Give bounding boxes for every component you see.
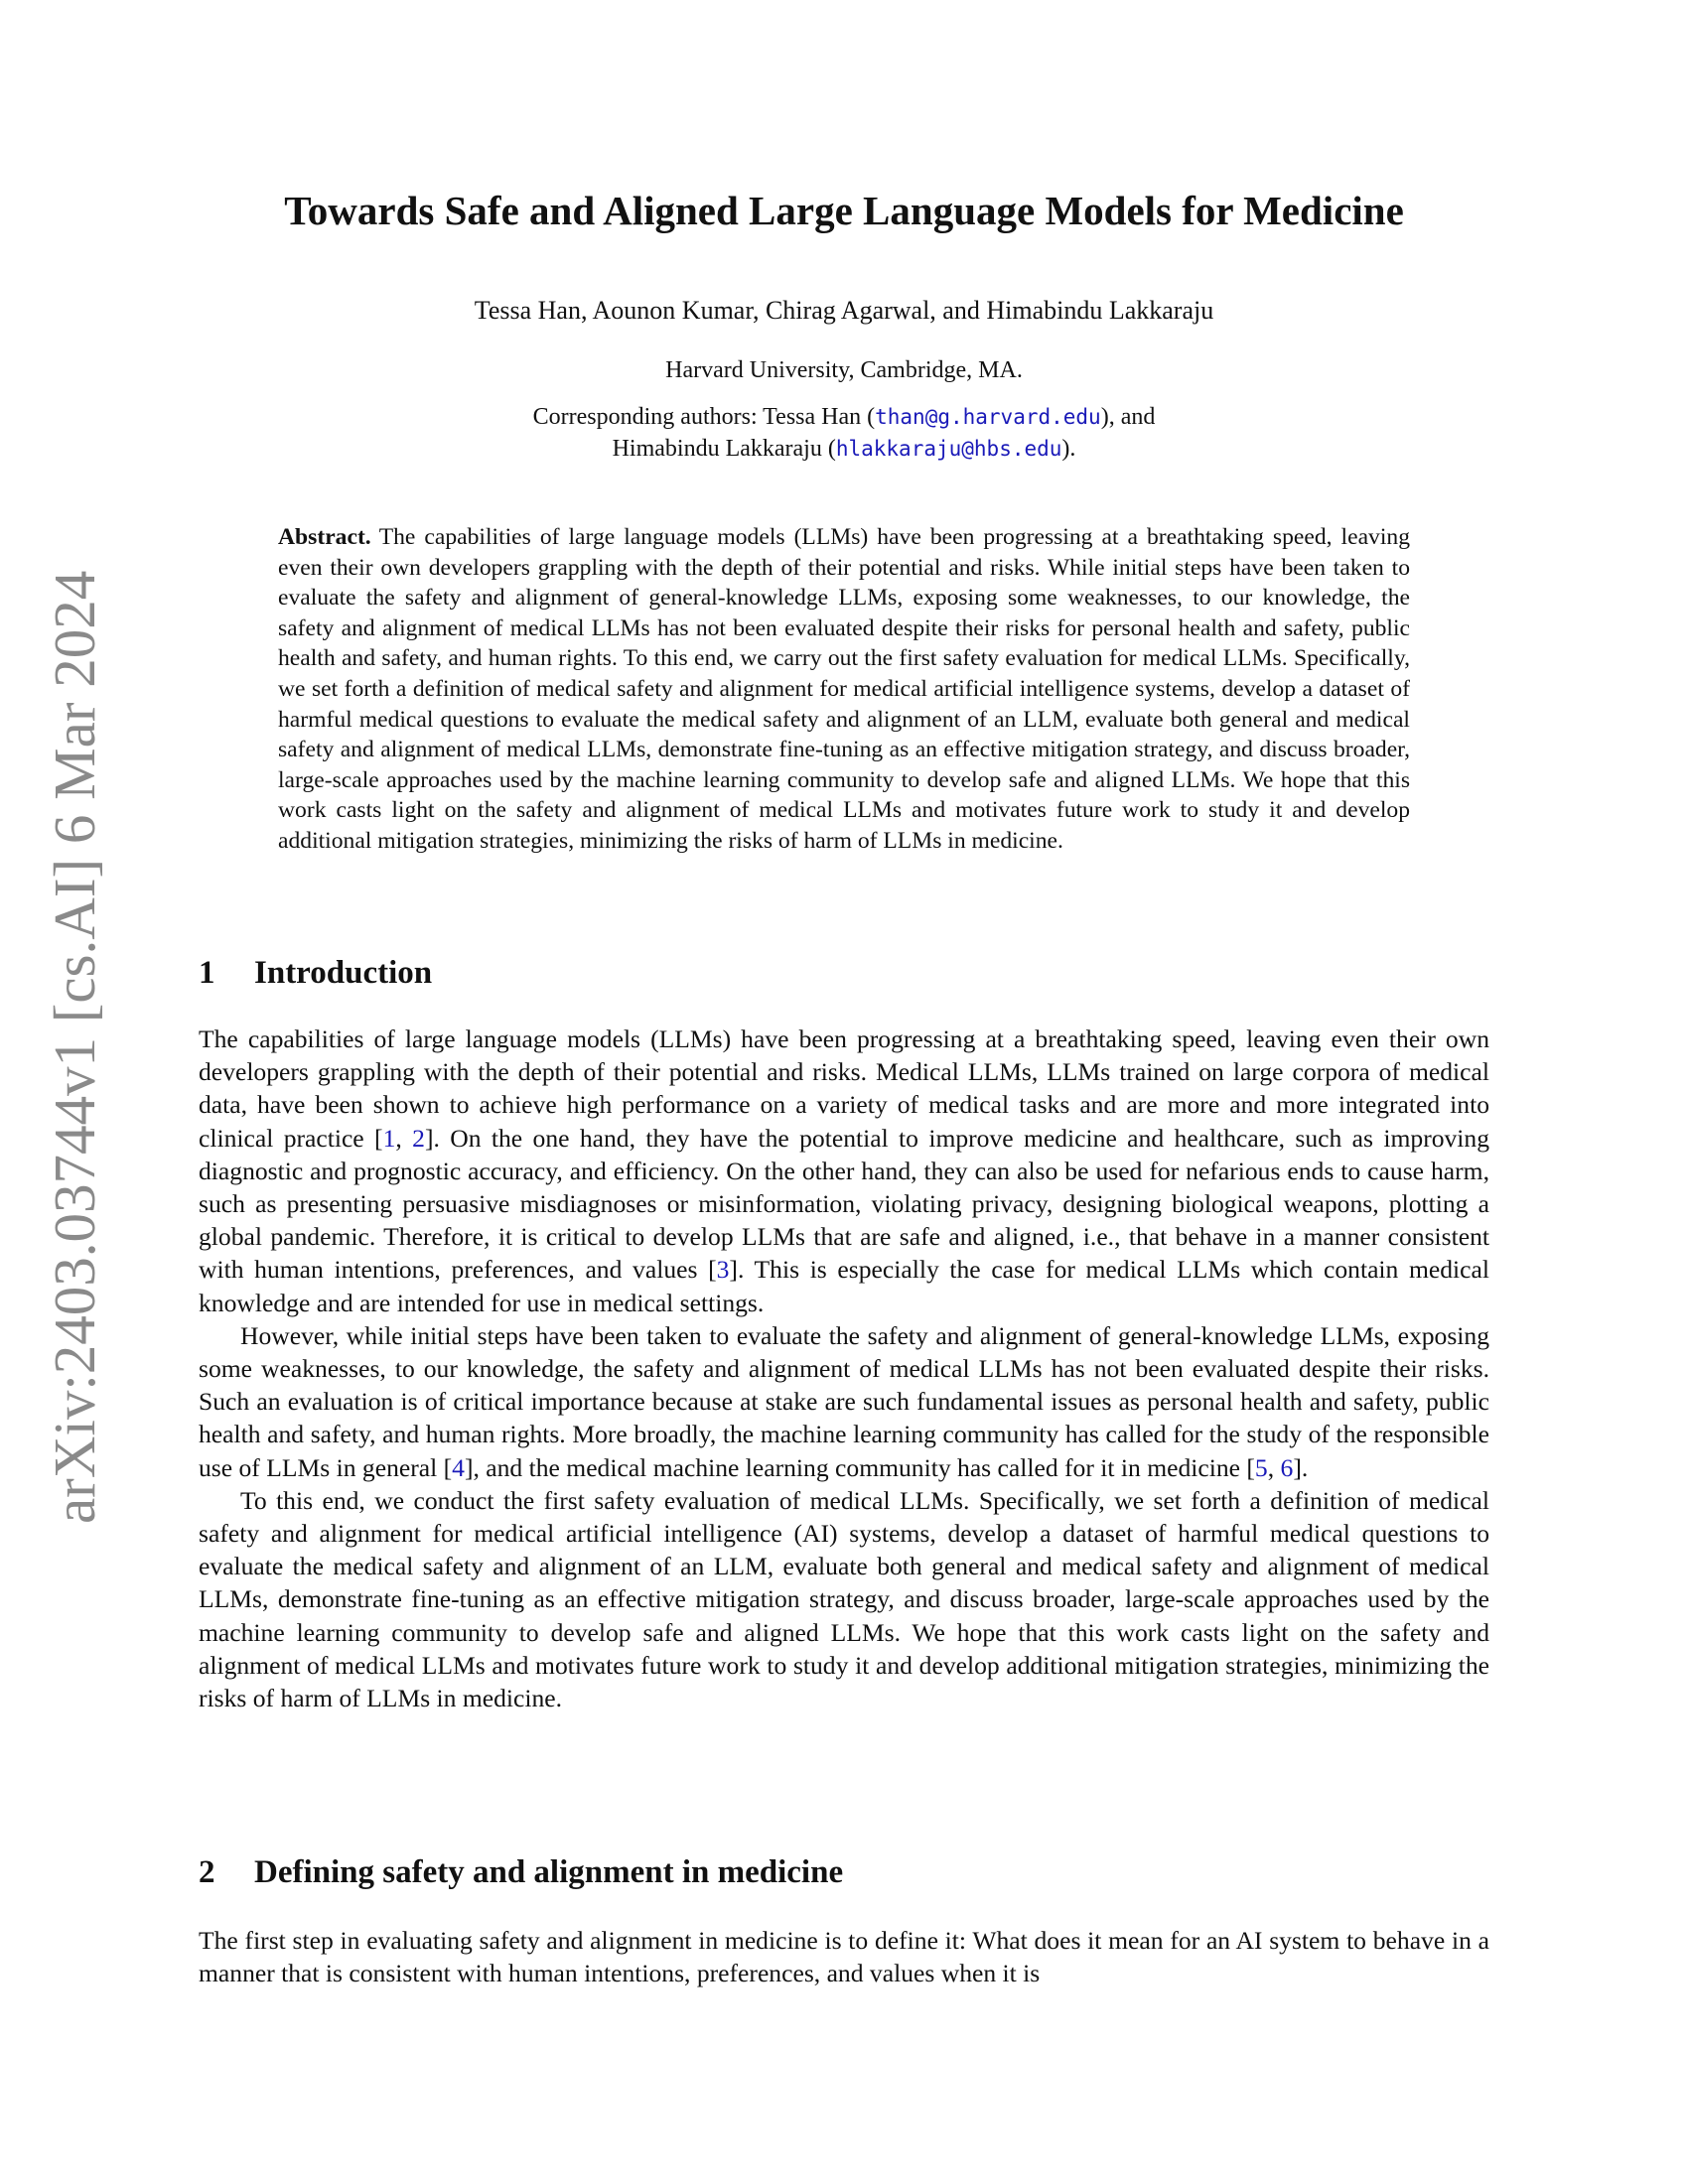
paragraph: However, while initial steps have been taken to evaluate the safety and alignment of general-knowledge LLMs, exposing some weaknesses, to our knowledge, the safety and alignment of medical LLMs has not been evaluated despite their risks. Such an evaluation is of critical importance because at stake are such fundamental issues as personal health and safety, public health and safety, and human rights. More broadly, the machine learning community has called for the study of the responsible use of LLMs in general [4], and the medical machine learning community has called for it in medicine [5, 6]. xyxy=(199,1320,1489,1482)
author-list: Tessa Han, Aounon Kumar, Chirag Agarwal, and Himabindu Lakkaraju xyxy=(474,296,1214,325)
section-number: 1 xyxy=(199,955,215,991)
section2-body xyxy=(199,1924,1489,1989)
corresponding-authors xyxy=(0,401,1688,465)
abstract xyxy=(278,522,1410,857)
corresponding-mid: ), and xyxy=(1100,404,1156,430)
citation-link[interactable]: 1 xyxy=(382,1123,396,1153)
citation-link[interactable]: 2 xyxy=(412,1123,425,1153)
corresponding-suffix: ). xyxy=(1061,436,1076,462)
citation-link[interactable]: 6 xyxy=(1280,1452,1294,1482)
section-title: Introduction xyxy=(254,955,433,991)
abstract-text: The capabilities of large language models (LLMs) have been progressing at a breathtaking speed, leaving even their own developers grappling with the depth of their potential and risks. While initial steps have been taken to evaluate the safety and alignment of general-knowledge LLMs, exposing some weaknesses, to our knowledge, the safety and alignment of medical LLMs has not been evaluated despite their risks for personal health and safety, public health and safety, and human rights. To this end, we carry out the first safety evaluation for medical LLMs. Specifically, we set forth a definition of medical safety and alignment for medical artificial intelligence systems, develop a dataset of harmful medical questions to evaluate the medical safety and alignment of an LLM, evaluate both general and medical safety and alignment of medical LLMs, demonstrate fine-tuning as an effective mitigation strategy, and discuss broader, large-scale approaches used by the machine learning community to develop safe and aligned LLMs. We hope that this work casts light on the safety and alignment of medical LLMs and motivates future work to study it and develop additional mitigation strategies, minimizing the risks of harm of LLMs in medicine. xyxy=(278,524,1410,854)
email-link-lakkaraju[interactable]: hlakkaraju@hbs.edu xyxy=(835,437,1062,461)
paragraph: The capabilities of large language models (LLMs) have been progressing at a breathtaking speed, leaving even their own developers grappling with the depth of their potential and risks. Medical LLMs, LLMs trained on large corpora of medical data, have been shown to achieve high performance on a variety of medical tasks and are more and more integrated into clinical practice [1, 2]. On the one hand, they have the potential to improve medicine and healthcare, such as improving diagnostic and prognostic accuracy, and efficiency. On the other hand, they can also be used for nefarious ends to cause harm, such as presenting persuasive misdiagnoses or misinformation, violating privacy, designing biological weapons, plotting a global pandemic. Therefore, it is critical to develop LLMs that are safe and aligned, i.e., that behave in a manner consistent with human intentions, preferences, and values [3]. This is especially the case for medical LLMs which contain medical knowledge and are intended for use in medical settings. xyxy=(199,1024,1490,1317)
citation-link[interactable]: 5 xyxy=(1254,1452,1268,1482)
section-heading-introduction xyxy=(199,955,432,992)
abstract-label: Abstract. xyxy=(278,524,371,550)
paper-title: Towards Safe and Aligned Large Language Models for Medicine xyxy=(284,188,1404,233)
introduction-body xyxy=(199,1023,1489,1714)
section-number: 2 xyxy=(199,1854,215,1890)
corresponding-prefix: Corresponding authors: Tessa Han ( xyxy=(532,404,876,430)
email-link-han[interactable]: than@g.harvard.edu xyxy=(875,405,1101,429)
corresponding-name2: Himabindu Lakkaraju ( xyxy=(612,436,836,462)
affiliation: Harvard University, Cambridge, MA. xyxy=(665,357,1023,383)
citation-link[interactable]: 3 xyxy=(716,1255,730,1285)
section-heading-defining-safety xyxy=(199,1854,843,1891)
paragraph: To this end, we conduct the first safety evaluation of medical LLMs. Specifically, we set forth a definition of medical safety and alignment for medical artificial intelligence (AI) systems, develop a dataset of harmful medical questions to evaluate the medical safety and alignment of an LLM, evaluate both general and medical safety and alignment of medical LLMs, demonstrate fine-tuning as an effective mitigation strategy, and discuss broader, large-scale approaches used by the machine learning community to develop safe and aligned LLMs. We hope that this work casts light on the safety and alignment of medical LLMs and motivates future work to study it and develop additional mitigation strategies, minimizing the risks of harm of LLMs in medicine. xyxy=(199,1485,1489,1713)
paragraph: The first step in evaluating safety and alignment in medicine is to define it: What does it mean for an AI system to behave in a manner that is consistent with human intentions, preferences, and values when it is xyxy=(199,1926,1489,1988)
section-title: Defining safety and alignment in medicine xyxy=(254,1854,844,1890)
citation-link[interactable]: 4 xyxy=(452,1452,465,1482)
arxiv-stamp: arXiv:2403.03744v1 [cs.AI] 6 Mar 2024 xyxy=(42,570,107,1524)
